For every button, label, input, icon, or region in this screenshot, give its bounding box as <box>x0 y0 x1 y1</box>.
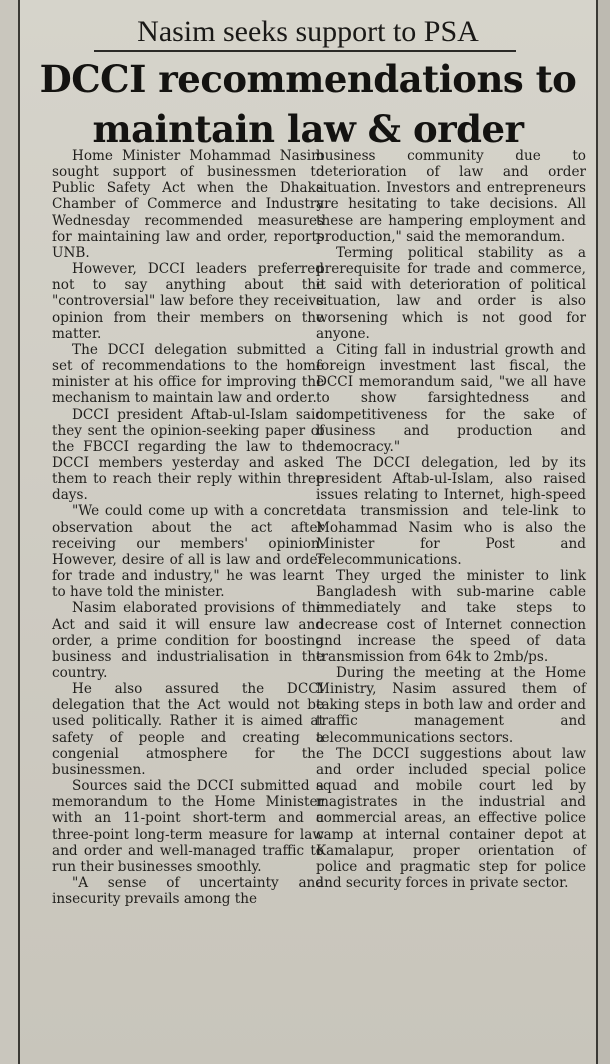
paragraph-continued: business community due to deterioration of law and order situation. Investors and entrepreneurs are hesitating to take decisions. All these are hampering employment and production," said the memorandum. <box>316 148 586 245</box>
paragraph: He also assured the DCCI delegation that the Act would not be used politically. Rather it is aimed at safety of people and creating a congenial atmosphere for the businessmen. <box>52 681 324 778</box>
main-headline: DCCI recommendations to maintain law & order <box>39 57 577 151</box>
paragraph: "We could come up with a concrete observation about the act after receiving our members' opinion. However, desire of all is law and order for trade and industry," he was learnt to have told the minister. <box>52 503 324 601</box>
paragraph: The DCCI delegation, led by its president Aftab-ul-Islam, also raised issues relating to Internet, high-speed data transmission and tele-link to Mohammad Nasim who is also the Minister for Post and Telecommunications. <box>316 454 586 568</box>
kicker-underline <box>94 50 516 52</box>
paragraph: However, DCCI leaders preferred not to say anything about the "controversial" law before they receive opinion from their members on the matter. <box>52 261 324 342</box>
kicker-headline: Nasim seeks support to PSA <box>137 15 479 48</box>
paragraph: They urged the minister to link Bangladesh with sub-marine cable immediately and take steps to decrease cost of Internet connection and increase the speed of data transmission from 64k to 2mb/ps. <box>316 568 586 665</box>
paragraph: Citing fall in industrial growth and foreign investment last fiscal, the DCCI memorandum said, "we all have to show farsightedness and competitiveness for the sake of business and production and democracy." <box>316 341 586 455</box>
paragraph: DCCI president Aftab-ul-Islam said they sent the opinion-seeking paper of the FBCCI regarding the law to the DCCI members yesterday and asked them to reach their reply within three days. <box>52 406 324 504</box>
paragraph: During the meeting at the Home Ministry, Nasim assured them of taking steps in both law and order and traffic management and telecommunications sectors. <box>316 665 586 746</box>
paper-edge <box>598 0 610 1064</box>
paragraph: Nasim elaborated provisions of the Act and said it will ensure law and order, a prime condition for boosting business and industrialisation in the country. <box>52 600 324 681</box>
paragraph: Sources said the DCCI submitted a memorandum to the Home Minister with an 11-point short-term and a three-point long-term measure for law and order and well-managed traffic to run their businesses smoothly. <box>52 778 324 875</box>
article-column-left <box>52 148 324 907</box>
paragraph: Home Minister Mohammad Nasim sought support of businessmen to Public Safety Act when the Dhaka Chamber of Commerce and Industry Wednesday recommended measures for maintaining law and order, reports UNB. <box>52 148 324 261</box>
paragraph: "A sense of uncertainty and insecurity prevails among the <box>52 875 324 908</box>
paragraph: Terming political stability as a prerequisite for trade and commerce, it said with deterioration of political situation, law and order is also worsening which is not good for anyone. <box>316 244 586 342</box>
article-column-right <box>316 148 586 891</box>
adjacent-column-edge <box>0 0 18 1064</box>
paragraph: The DCCI suggestions about law and order included special police squad and mobile court led by magistrates in the industrial and commercial areas, an effective police camp at internal container depot at Kamalapur, proper orientation of police and pragmatic step for police and security forces in private sector. <box>316 745 586 892</box>
paragraph: The DCCI delegation submitted a set of recommendations to the home minister at his office for improving the mechanism to maintain law and order. <box>52 341 324 407</box>
left-column-rule <box>18 0 20 1064</box>
